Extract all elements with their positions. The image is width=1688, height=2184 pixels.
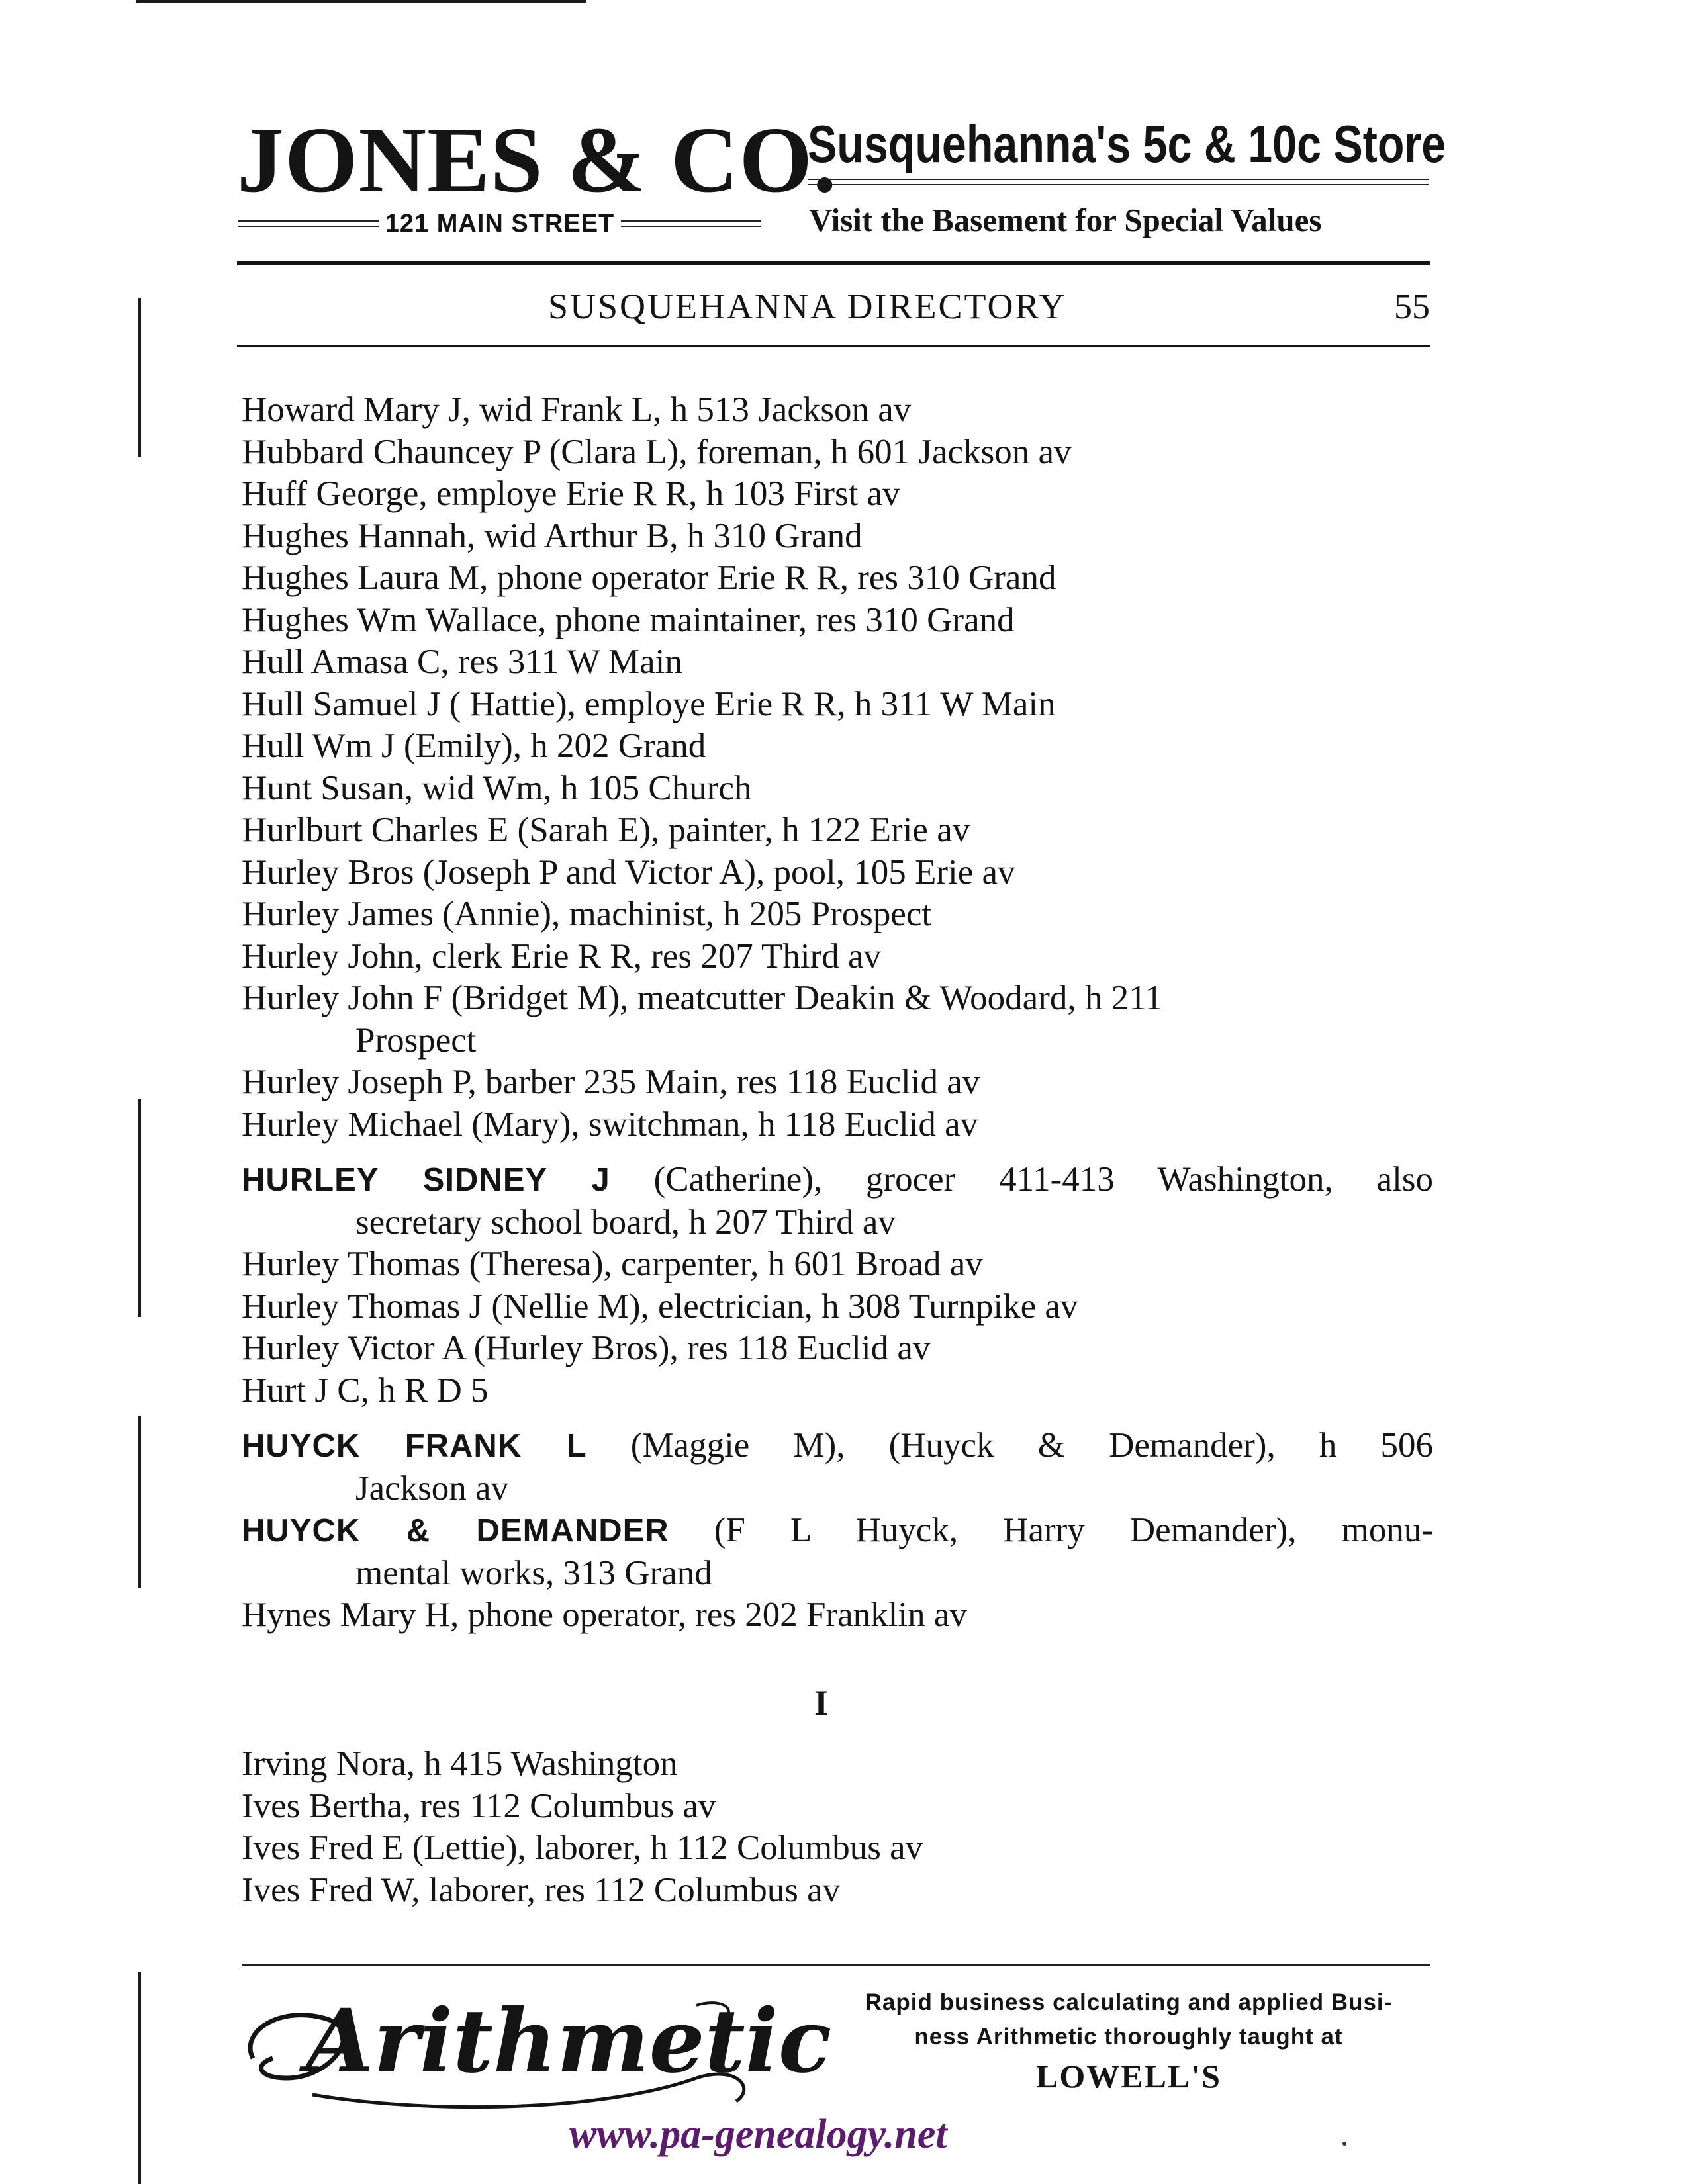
script-word: Arithmetic — [306, 1990, 832, 2093]
directory-entries-i — [242, 1743, 1433, 1911]
entry-line-rest: (F L Huyck, Harry Demander), monu- — [669, 1511, 1433, 1549]
entry-line-rest: (Maggie M), (Huyck & Demander), h 506 — [586, 1426, 1433, 1465]
directory-entry: Irving Nora, h 415 Washington — [242, 1745, 678, 1783]
scan-speck — [1342, 2142, 1346, 2146]
directory-entries — [242, 389, 1433, 1637]
directory-entry: Hurley Bros (Joseph P and Victor A), pool, 105 Erie av — [242, 852, 1015, 891]
ad-text-line: Rapid business calculating and applied Busi- — [865, 1989, 1393, 2015]
entry-name-bold: HURLEY SIDNEY J — [242, 1162, 610, 1198]
watermark-link[interactable]: www.pa-genealogy.net — [569, 2112, 947, 2157]
directory-entry: Hull Samuel J ( Hattie), employe Erie R R, h 311 W Main — [242, 684, 1056, 723]
header-rule — [237, 345, 1430, 347]
double-rule — [238, 220, 379, 227]
directory-entry: Ives Fred W, laborer, res 112 Columbus av — [242, 1870, 841, 1909]
page-title: SUSQUEHANNA DIRECTORY — [548, 287, 1067, 326]
directory-entry: Hurley Joseph P, barber 235 Main, res 118 Euclid av — [242, 1063, 980, 1101]
directory-entry: Hull Amasa C, res 311 W Main — [242, 643, 682, 681]
directory-entry: Hurley James (Annie), machinist, h 205 Prospect — [242, 895, 932, 933]
directory-entry: Hurley Michael (Mary), switchman, h 118 Euclid av — [242, 1105, 978, 1144]
double-rule — [808, 179, 1429, 185]
directory-entry: Hurt J C, h R D 5 — [242, 1371, 489, 1410]
margin-mark — [138, 298, 141, 457]
directory-entry: Hurley Thomas (Theresa), carpenter, h 601 Broad av — [242, 1245, 983, 1283]
directory-entry: Hubbard Chauncey P (Clara L), foreman, h 601 Jackson av — [242, 432, 1072, 471]
entry-continuation: mental works, 313 Grand — [355, 1553, 712, 1592]
ad-brand: JONES & CO. — [237, 107, 837, 212]
margin-mark — [138, 1416, 141, 1588]
entry-continuation: Prospect — [355, 1021, 477, 1060]
page-number: 55 — [1394, 287, 1430, 326]
directory-entry: Hurley John, clerk Erie R R, res 207 Third av — [242, 936, 882, 976]
top-advertisement — [0, 0, 1688, 278]
entry-line — [242, 1425, 1433, 1468]
directory-entry: Ives Bertha, res 112 Columbus av — [242, 1786, 716, 1825]
ad-store-name: Susquehanna's 5c & 10c Store — [808, 114, 1446, 173]
business-entry — [242, 1159, 1433, 1244]
ad-bottom-text — [814, 1985, 1443, 2054]
section-letter: I — [814, 1683, 829, 1723]
directory-entry: Hurley Thomas J (Nellie M), electrician, h 308 Turnpike av — [242, 1287, 1078, 1326]
entry-line-rest: (Catherine), grocer 411-413 Washington, also — [610, 1160, 1433, 1199]
entry-line — [242, 1159, 1433, 1202]
ad-address: 121 MAIN STREET — [385, 209, 615, 238]
margin-mark — [138, 1972, 141, 2184]
ad-slogan: Visit the Basement for Special Values — [809, 202, 1322, 238]
margin-mark — [138, 1099, 141, 1317]
entry-line: Hurley John F (Bridget M), meatcutter Deakin & Woodard, h 211 — [242, 979, 1163, 1017]
double-rule — [621, 220, 761, 227]
directory-entry: Hull Wm J (Emily), h 202 Grand — [242, 727, 706, 765]
header-rule — [237, 261, 1430, 265]
directory-entry: Hughes Wm Wallace, phone maintainer, res 310 Grand — [242, 600, 1015, 639]
entry-line — [242, 1510, 1433, 1553]
ad-text-line: ness Arithmetic thoroughly taught at — [914, 2024, 1343, 2050]
entry-continuation: secretary school board, h 207 Third av — [355, 1203, 896, 1242]
entry-name-bold: HUYCK FRANK L — [242, 1428, 587, 1464]
ad-bottom-name: LOWELL'S — [1036, 2058, 1221, 2095]
arithmetic-script-logo — [233, 1979, 832, 2118]
footer-rule — [242, 1964, 1430, 1966]
directory-entry — [242, 978, 1433, 1062]
ad-address-row — [238, 210, 761, 237]
business-entry — [242, 1425, 1433, 1510]
directory-entry: Hunt Susan, wid Wm, h 105 Church — [242, 768, 752, 807]
entry-continuation: Jackson av — [355, 1469, 509, 1508]
running-header — [237, 286, 1430, 326]
directory-entry: Ives Fred E (Lettie), laborer, h 112 Columbus av — [242, 1829, 923, 1867]
business-entry — [242, 1510, 1433, 1594]
directory-entry: Hurley Victor A (Hurley Bros), res 118 Euclid av — [242, 1329, 931, 1367]
directory-entry: Hynes Mary H, phone operator, res 202 Franklin av — [242, 1596, 967, 1634]
directory-entry: Howard Mary J, wid Frank L, h 513 Jackson av — [242, 390, 912, 429]
directory-entry: Hurlburt Charles E (Sarah E), painter, h 122 Erie av — [242, 811, 970, 849]
entry-name-bold: HUYCK & DEMANDER — [242, 1513, 669, 1549]
directory-entry: Huff George, employe Erie R R, h 103 First av — [242, 475, 900, 513]
directory-entry: Hughes Laura M, phone operator Erie R R, res 310 Grand — [242, 559, 1056, 597]
directory-entry: Hughes Hannah, wid Arthur B, h 310 Grand — [242, 516, 863, 555]
